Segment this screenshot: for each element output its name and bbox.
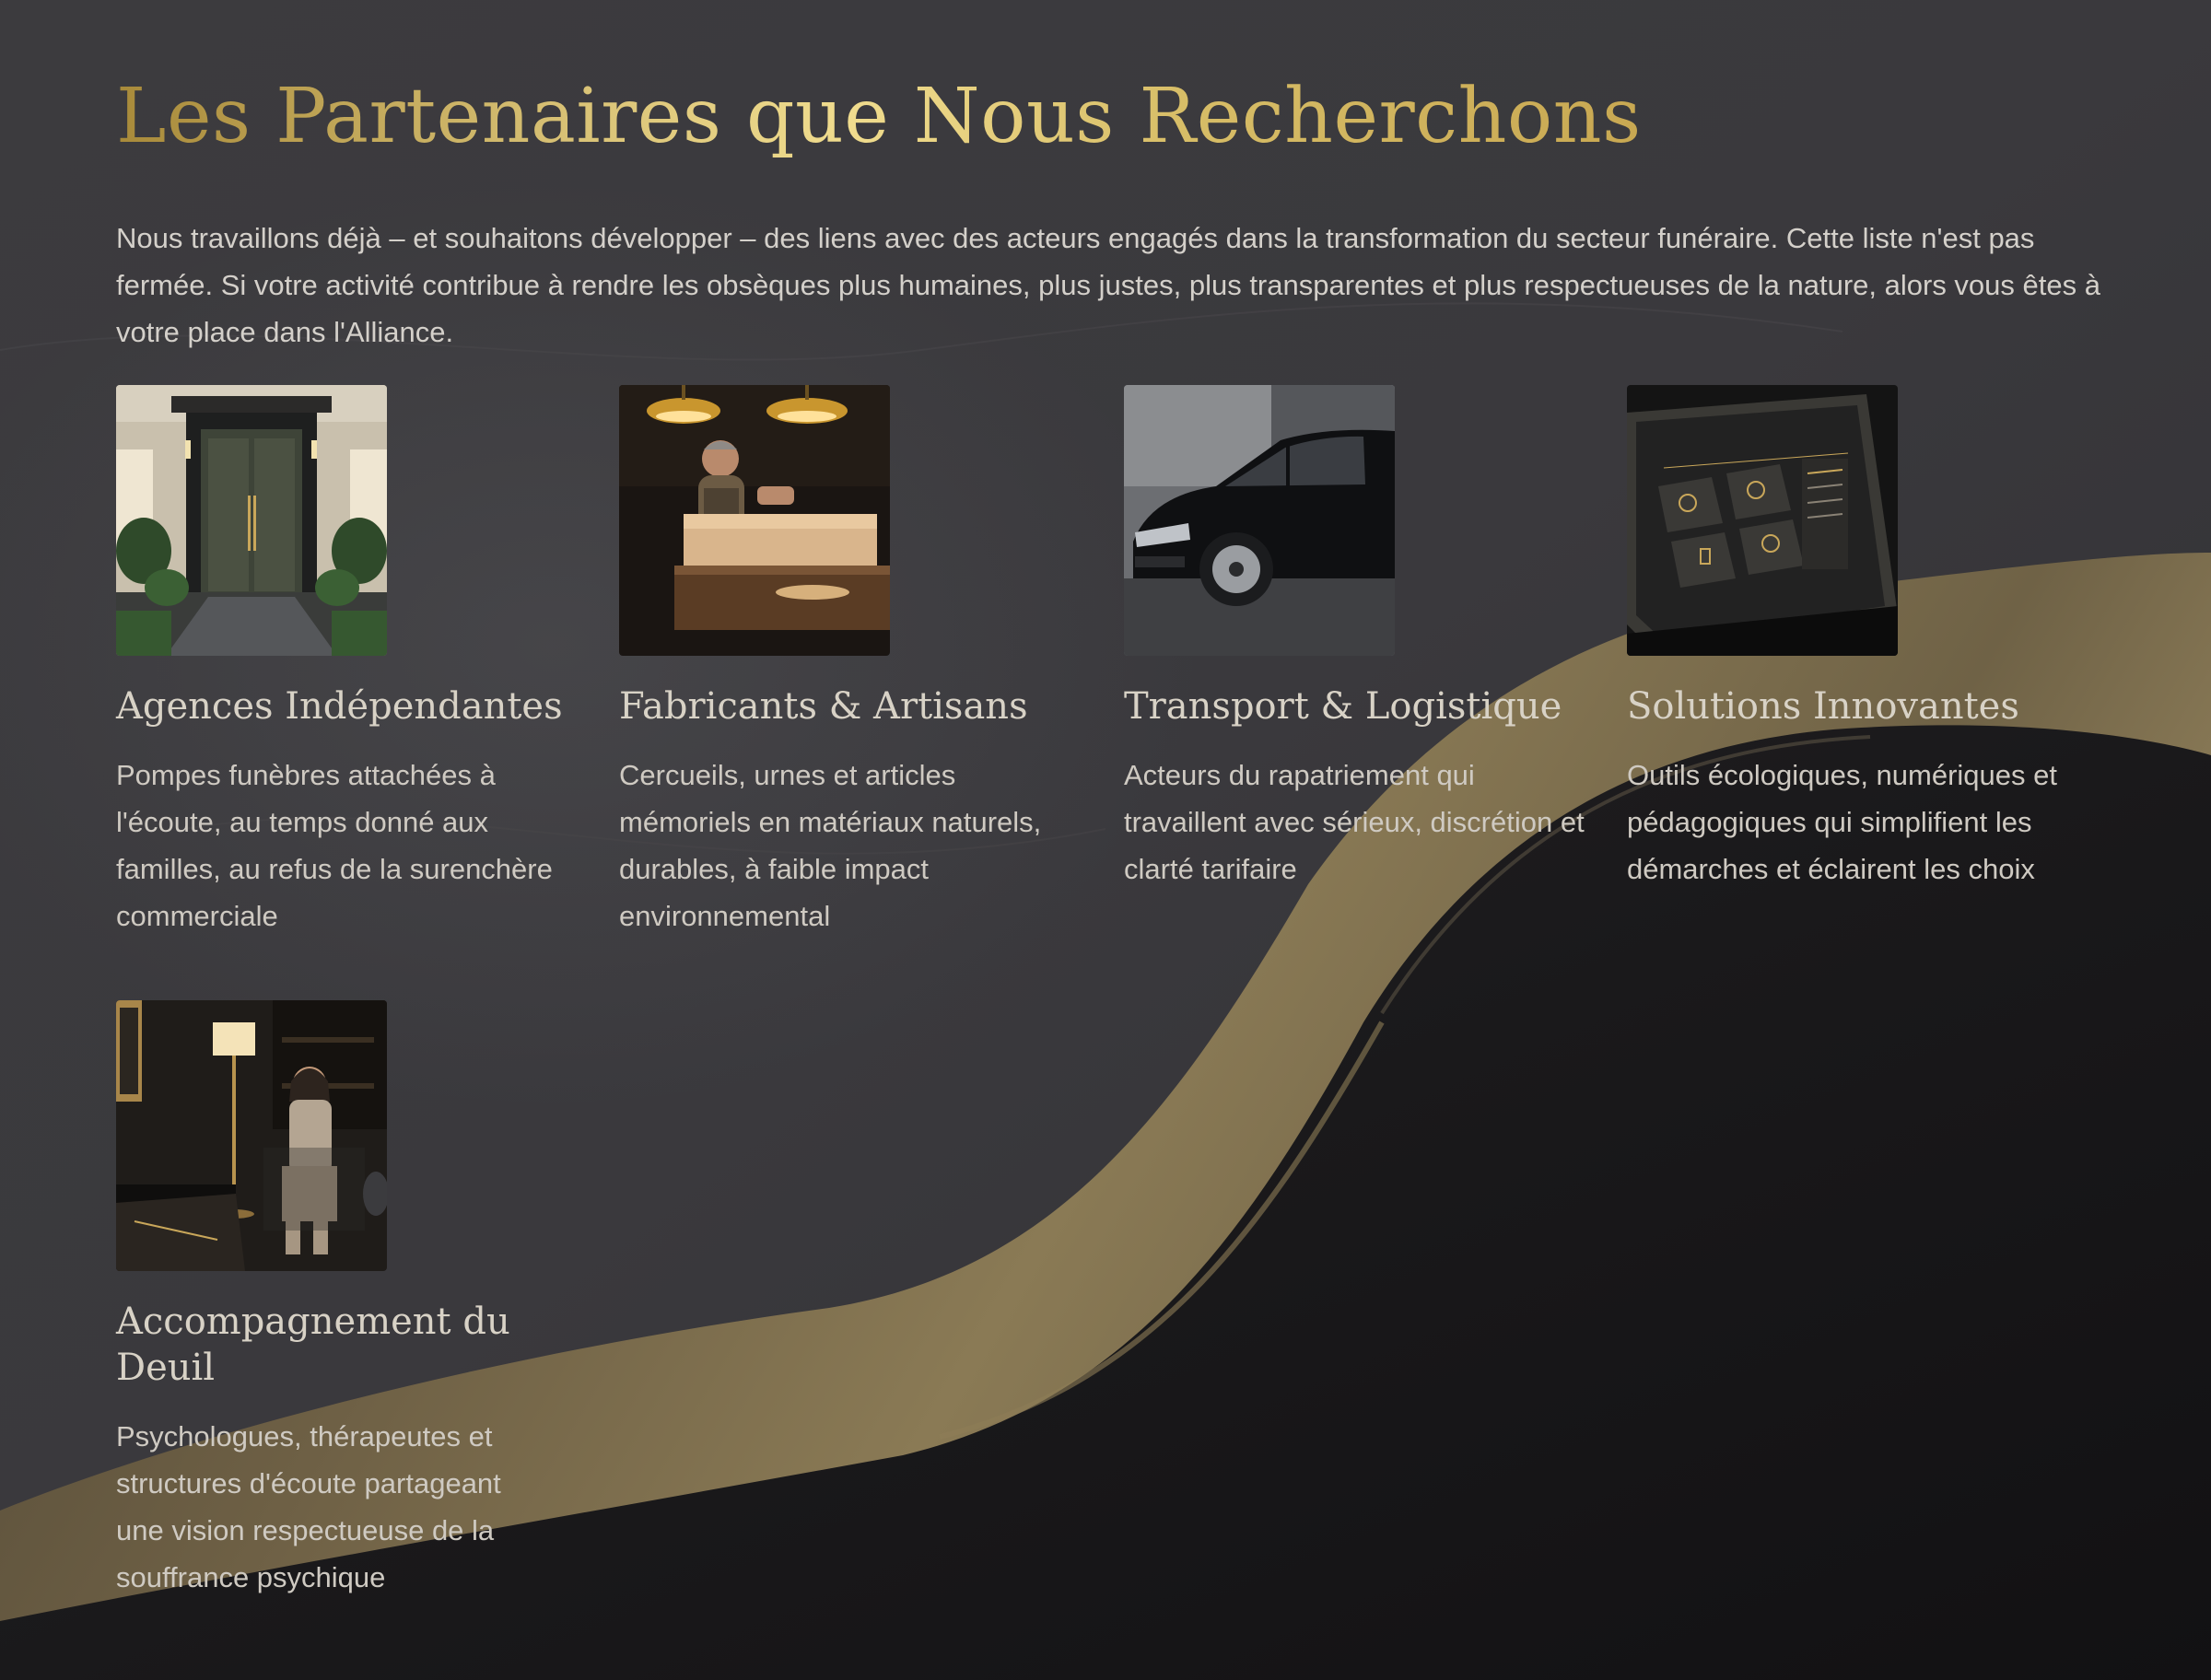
partner-description: Psychologues, thérapeutes et structures d'écoute partageant une vision respectueuse de la souffrance psychique [116,1420,501,1593]
partner-title: Transport & Logistique [1124,685,1562,728]
partner-title: Agences Indépendantes [116,685,563,728]
partner-description: Pompes funèbres attachées à l'écoute, au temps donné aux familles, au refus de la surenchère commerciale [116,759,553,932]
craftsman-image [619,385,890,656]
partner-title: Fabricants & Artisans [619,685,1028,728]
partner-description: Cercueils, urnes et articles mémoriels en matériaux naturels, durables, à faible impact environnemental [619,759,1042,932]
funeral-agency-image [116,385,387,656]
partner-card-fabricants [619,385,1080,939]
partner-card-agences [116,385,577,939]
intro-paragraph: Nous travaillons déjà – et souhaitons développer – des liens avec des acteurs engagés dans la transformation du secteur funéraire. Cette liste n'est pas fermée. Si votre activité contribue à rendre les obsèques plus humaines, plus justes, plus transparentes et plus respectueuses de la nature, alors vous êtes à votre place dans l'Alliance. [116,222,2100,348]
partner-card-transport [1124,385,1585,892]
page-title: Les Partenaires que Nous Recherchons [116,66,1642,168]
luxury-car-image [1124,385,1395,656]
planner-tablet-image [1627,385,1898,656]
partner-card-accompagnement [116,1000,577,1601]
grief-counselor-image [116,1000,387,1271]
partner-card-solutions [1627,385,2088,892]
partner-title: Solutions Innovantes [1627,685,2019,728]
partner-description: Acteurs du rapatriement qui travaillent avec sérieux, discrétion et clarté tarifaire [1124,759,1585,885]
partner-title: Accompagnement du Deuil [116,1301,510,1389]
partner-description: Outils écologiques, numériques et pédagogiques qui simplifient les démarches et éclairent les choix [1627,759,2057,885]
